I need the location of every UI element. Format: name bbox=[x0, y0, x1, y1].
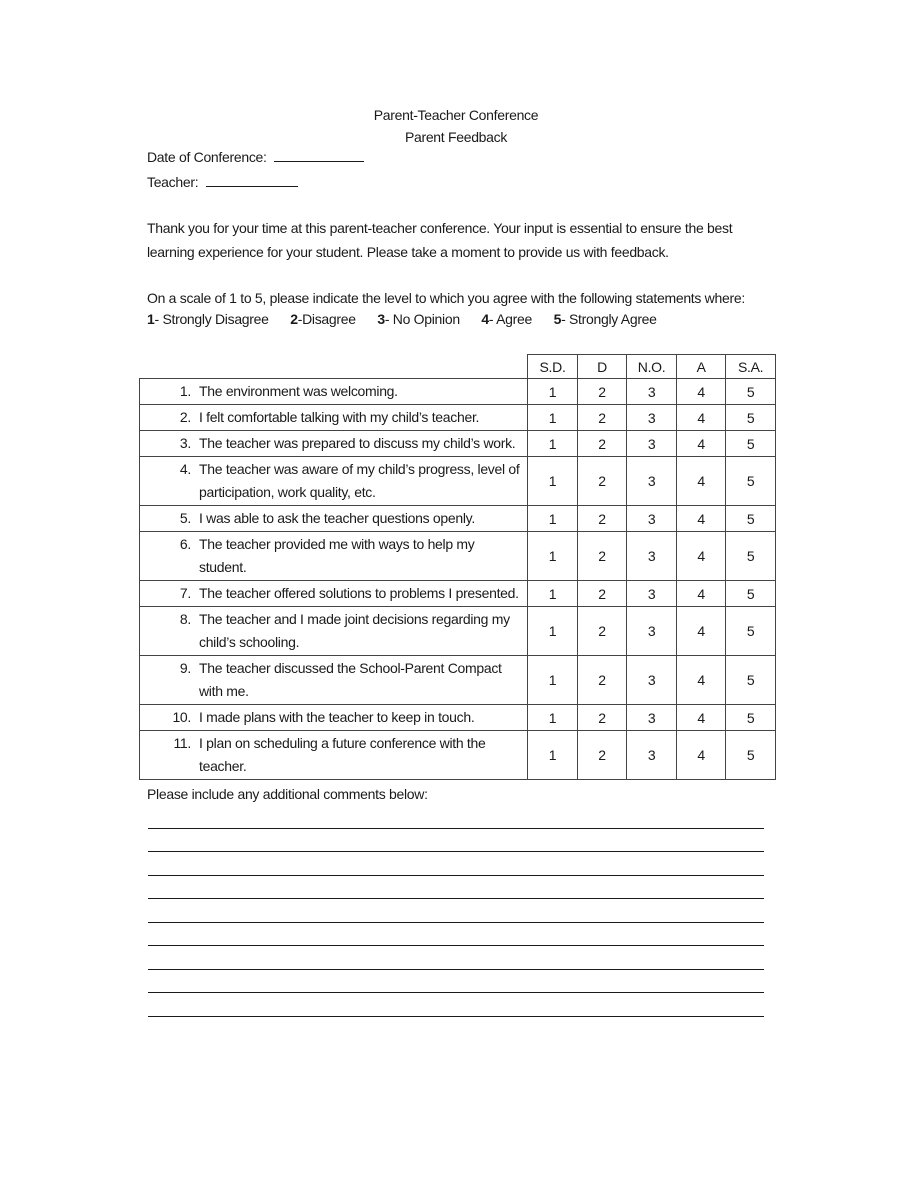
survey-row bbox=[140, 532, 776, 581]
statement-number: 6. bbox=[179, 536, 191, 552]
survey-header-row bbox=[140, 355, 776, 379]
statement-cell bbox=[140, 607, 528, 656]
column-header: A bbox=[676, 355, 725, 379]
score-option[interactable]: 4 bbox=[676, 405, 725, 431]
statement-text: The environment was welcoming. bbox=[199, 383, 398, 399]
statement-number: 5. bbox=[179, 510, 191, 526]
score-option[interactable]: 4 bbox=[676, 379, 725, 405]
survey-row bbox=[140, 431, 776, 457]
comment-line[interactable] bbox=[148, 875, 764, 876]
scale-legend-item bbox=[290, 311, 356, 327]
score-option[interactable]: 2 bbox=[577, 581, 626, 607]
scale-legend-item bbox=[147, 311, 269, 327]
score-option[interactable]: 1 bbox=[528, 607, 578, 656]
statement-wrap bbox=[140, 406, 523, 429]
score-option[interactable]: 5 bbox=[726, 457, 776, 506]
survey-row bbox=[140, 607, 776, 656]
score-option[interactable]: 3 bbox=[627, 405, 677, 431]
comment-line[interactable] bbox=[148, 992, 764, 993]
score-option[interactable]: 5 bbox=[726, 581, 776, 607]
score-option[interactable]: 4 bbox=[676, 532, 725, 581]
score-option[interactable]: 3 bbox=[627, 532, 677, 581]
survey-row bbox=[140, 506, 776, 532]
date-of-conference-field[interactable] bbox=[274, 149, 364, 162]
score-option[interactable]: 1 bbox=[528, 506, 578, 532]
scale-legend-item bbox=[554, 311, 657, 327]
scale-legend-label: - Strongly Agree bbox=[561, 311, 657, 327]
statement-wrap bbox=[140, 507, 523, 530]
statement-cell bbox=[140, 705, 528, 731]
teacher-row bbox=[147, 174, 298, 190]
scale-legend bbox=[147, 311, 675, 327]
score-option[interactable]: 4 bbox=[676, 656, 725, 705]
statement-text: I felt comfortable talking with my child’s teacher. bbox=[199, 409, 480, 425]
comment-line[interactable] bbox=[148, 922, 764, 923]
statement-wrap bbox=[140, 706, 523, 729]
statement-text: The teacher discussed the School-Parent Compact with me. bbox=[199, 660, 502, 699]
score-option[interactable]: 3 bbox=[627, 607, 677, 656]
score-option[interactable]: 5 bbox=[726, 705, 776, 731]
score-option[interactable]: 5 bbox=[726, 607, 776, 656]
statement-number: 8. bbox=[179, 611, 191, 627]
comment-line[interactable] bbox=[148, 945, 764, 946]
scale-legend-number: 4 bbox=[481, 311, 489, 327]
comment-line[interactable] bbox=[148, 851, 764, 852]
statement-text: I made plans with the teacher to keep in touch. bbox=[199, 709, 475, 725]
comment-line[interactable] bbox=[148, 828, 764, 829]
statement-text: I plan on scheduling a future conference with the teacher. bbox=[199, 735, 486, 774]
comment-line[interactable] bbox=[148, 898, 764, 899]
score-option[interactable]: 3 bbox=[627, 431, 677, 457]
statement-number: 9. bbox=[179, 660, 191, 676]
statement-text: The teacher was aware of my child’s progress, level of participation, work quality, etc. bbox=[199, 461, 520, 500]
scale-legend-number: 5 bbox=[553, 311, 562, 327]
statement-cell bbox=[140, 731, 528, 780]
comment-line[interactable] bbox=[148, 969, 764, 970]
score-option[interactable]: 1 bbox=[528, 457, 578, 506]
score-option[interactable]: 4 bbox=[676, 457, 725, 506]
column-header: D bbox=[577, 355, 626, 379]
statement-number: 1. bbox=[179, 383, 191, 399]
page-title: Parent-Teacher Conference bbox=[373, 107, 539, 123]
date-of-conference-label: Date of Conference: bbox=[147, 149, 267, 165]
score-option[interactable]: 1 bbox=[528, 731, 578, 780]
score-option[interactable]: 1 bbox=[528, 656, 578, 705]
scale-legend-label: -Disagree bbox=[297, 311, 356, 327]
statement-number: 10. bbox=[172, 709, 191, 725]
survey-table bbox=[139, 354, 776, 780]
score-option[interactable]: 4 bbox=[676, 431, 725, 457]
score-option[interactable]: 2 bbox=[577, 532, 626, 581]
score-option[interactable]: 3 bbox=[627, 457, 677, 506]
score-option[interactable]: 3 bbox=[627, 705, 677, 731]
survey-row bbox=[140, 731, 776, 780]
survey-row bbox=[140, 379, 776, 405]
score-option[interactable]: 2 bbox=[577, 705, 626, 731]
statement-wrap bbox=[140, 432, 523, 455]
statement-cell bbox=[140, 457, 528, 506]
score-option[interactable]: 5 bbox=[726, 405, 776, 431]
page-subtitle: Parent Feedback bbox=[404, 129, 508, 145]
statement-cell bbox=[140, 506, 528, 532]
score-option[interactable]: 4 bbox=[676, 731, 725, 780]
score-option[interactable]: 4 bbox=[676, 607, 725, 656]
date-of-conference-row bbox=[147, 149, 364, 165]
statement-wrap bbox=[140, 657, 523, 703]
score-option[interactable]: 2 bbox=[577, 405, 626, 431]
intro-paragraph: Thank you for your time at this parent-teacher conference. Your input is essential to ensure the best learning experience for your student. Please take a moment to provide us with feedback. bbox=[147, 220, 733, 260]
score-option[interactable]: 1 bbox=[528, 431, 578, 457]
score-option[interactable]: 1 bbox=[528, 705, 578, 731]
score-option[interactable]: 4 bbox=[676, 705, 725, 731]
score-option[interactable]: 2 bbox=[577, 431, 626, 457]
scale-legend-item bbox=[377, 311, 460, 327]
score-option[interactable]: 1 bbox=[528, 532, 578, 581]
score-option[interactable]: 2 bbox=[577, 457, 626, 506]
teacher-label: Teacher: bbox=[147, 174, 199, 190]
statement-text: I was able to ask the teacher questions openly. bbox=[199, 510, 475, 526]
survey-row bbox=[140, 581, 776, 607]
teacher-field[interactable] bbox=[206, 174, 298, 187]
statement-wrap bbox=[140, 380, 523, 403]
survey-row bbox=[140, 705, 776, 731]
score-option[interactable]: 2 bbox=[577, 379, 626, 405]
statement-cell bbox=[140, 379, 528, 405]
statement-wrap bbox=[140, 458, 523, 504]
score-option[interactable]: 5 bbox=[726, 379, 776, 405]
score-option[interactable]: 2 bbox=[577, 506, 626, 532]
score-option[interactable]: 4 bbox=[676, 506, 725, 532]
score-option[interactable]: 1 bbox=[528, 379, 578, 405]
statement-text: The teacher was prepared to discuss my child’s work. bbox=[199, 435, 516, 451]
score-option[interactable]: 5 bbox=[726, 656, 776, 705]
score-option[interactable]: 2 bbox=[577, 731, 626, 780]
survey-body bbox=[140, 379, 776, 780]
survey-row bbox=[140, 656, 776, 705]
comments-label: Please include any additional comments below: bbox=[147, 786, 428, 802]
scale-instruction: On a scale of 1 to 5, please indicate the level to which you agree with the following statements where: bbox=[147, 290, 745, 306]
statement-wrap bbox=[140, 533, 523, 579]
statement-number: 3. bbox=[179, 435, 191, 451]
scale-legend-label: - No Opinion bbox=[384, 311, 460, 327]
statement-cell bbox=[140, 581, 528, 607]
statement-number: 4. bbox=[179, 461, 191, 477]
column-header: S.D. bbox=[528, 355, 578, 379]
score-option[interactable]: 3 bbox=[627, 379, 677, 405]
survey-row bbox=[140, 405, 776, 431]
column-header: N.O. bbox=[627, 355, 677, 379]
statement-cell bbox=[140, 405, 528, 431]
statement-wrap bbox=[140, 582, 523, 605]
score-option[interactable]: 4 bbox=[676, 581, 725, 607]
statement-cell bbox=[140, 431, 528, 457]
score-option[interactable]: 3 bbox=[627, 506, 677, 532]
score-option[interactable]: 1 bbox=[528, 581, 578, 607]
score-option[interactable]: 1 bbox=[528, 405, 578, 431]
statement-number: 2. bbox=[179, 409, 191, 425]
scale-legend-label: - Strongly Disagree bbox=[154, 311, 269, 327]
score-option[interactable]: 3 bbox=[627, 731, 677, 780]
scale-legend-item bbox=[481, 311, 532, 327]
survey-row bbox=[140, 457, 776, 506]
scale-legend-number: 3 bbox=[377, 311, 385, 327]
score-option[interactable]: 5 bbox=[726, 431, 776, 457]
scale-legend-number: 1 bbox=[147, 311, 155, 327]
column-header: S.A. bbox=[726, 355, 776, 379]
statement-number: 7. bbox=[179, 585, 191, 601]
statement-cell bbox=[140, 532, 528, 581]
statement-header bbox=[140, 355, 528, 379]
score-option[interactable]: 5 bbox=[726, 731, 776, 780]
title-block bbox=[0, 104, 900, 148]
score-option[interactable]: 3 bbox=[627, 656, 677, 705]
statement-text: The teacher provided me with ways to help my student. bbox=[199, 536, 475, 575]
statement-text: The teacher offered solutions to problems I presented. bbox=[199, 585, 519, 601]
statement-text: The teacher and I made joint decisions regarding my child’s schooling. bbox=[199, 611, 510, 650]
score-option[interactable]: 5 bbox=[726, 506, 776, 532]
score-option[interactable]: 2 bbox=[577, 656, 626, 705]
score-option[interactable]: 2 bbox=[577, 607, 626, 656]
statement-wrap bbox=[140, 732, 523, 778]
comment-line[interactable] bbox=[148, 1016, 764, 1017]
scale-legend-label: - Agree bbox=[488, 311, 532, 327]
scale-legend-number: 2 bbox=[290, 311, 298, 327]
statement-cell bbox=[140, 656, 528, 705]
statement-wrap bbox=[140, 608, 523, 654]
score-option[interactable]: 5 bbox=[726, 532, 776, 581]
score-option[interactable]: 3 bbox=[627, 581, 677, 607]
statement-number: 11. bbox=[173, 735, 191, 751]
